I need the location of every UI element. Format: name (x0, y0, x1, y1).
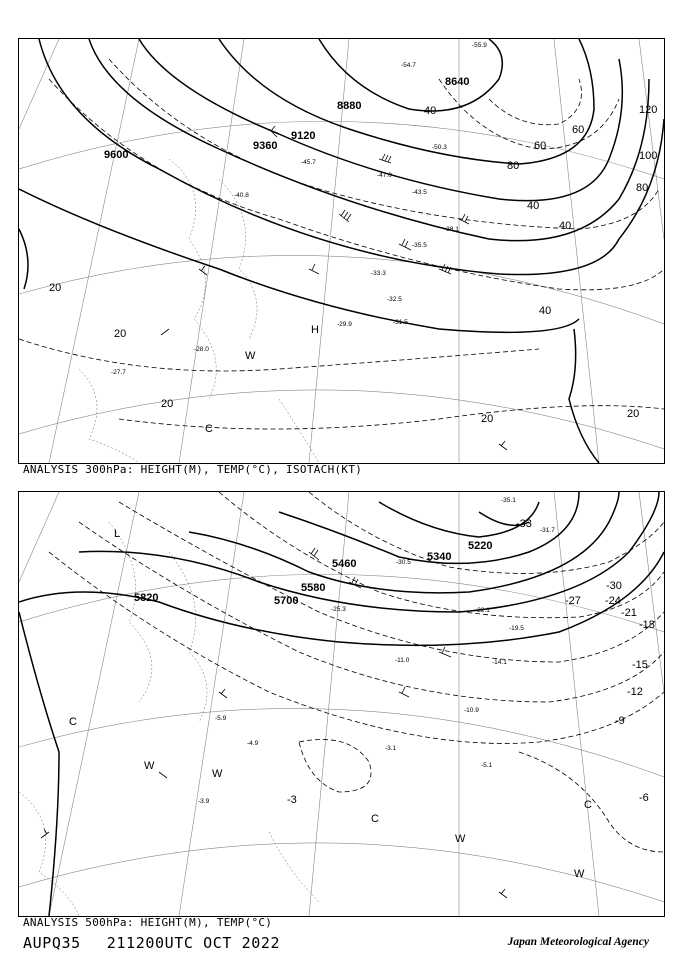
station-temps-500 (198, 497, 555, 805)
isotach-label: 60 (534, 140, 547, 152)
station-temp: -5.9 (215, 715, 227, 722)
isotach-label: 40 (559, 220, 572, 232)
agency-credit: Japan Meteorological Agency (507, 936, 649, 948)
height-contours-500 (19, 492, 664, 916)
isotherm-label: -27 (565, 595, 581, 607)
isotach-label: 80 (507, 160, 520, 172)
station-temp: -31.5 (393, 319, 408, 326)
station-temp: -4.9 (247, 740, 259, 747)
low-center-marker: L (114, 528, 121, 540)
isotach-label: 40 (539, 305, 552, 317)
map-500hpa-drawing (19, 492, 664, 916)
station-temp: -35.5 (412, 242, 427, 249)
isotherm-label: -18 (639, 619, 655, 631)
station-temps-300 (111, 42, 487, 376)
station-temp: -5.1 (481, 762, 493, 769)
height-label: 5700 (274, 595, 299, 607)
height-label: 5460 (332, 558, 357, 570)
height-label: 9360 (253, 140, 278, 152)
height-label: 5580 (301, 582, 326, 594)
cold-center-marker: C (205, 423, 213, 435)
wind-barbs-300 (161, 126, 507, 450)
station-temp: -19.5 (509, 625, 524, 632)
height-label: 8880 (337, 100, 362, 112)
caption-500hpa: ANALYSIS 500hPa: HEIGHT(M), TEMP(°C) (23, 916, 273, 929)
station-temp: -3.9 (198, 798, 210, 805)
isotach-label: 80 (636, 182, 649, 194)
station-temp: -35.1 (501, 497, 516, 504)
station-temp: -55.9 (472, 42, 487, 49)
station-temp: -25.3 (331, 606, 346, 613)
isotach-label: 40 (424, 105, 437, 117)
isotach-label: 20 (161, 398, 174, 410)
bulletin-id: AUPQ35 (23, 934, 81, 952)
station-temp: -22.1 (475, 607, 490, 614)
isotach-label: 60 (572, 124, 585, 136)
height-label: 5820 (134, 592, 159, 604)
centers-300 (205, 324, 319, 435)
isotach-label: 20 (114, 328, 127, 340)
height-label: 9600 (104, 149, 129, 161)
valid-time: 211200UTC OCT 2022 (106, 934, 281, 952)
warm-center-marker: W (212, 768, 223, 780)
isotherm-label: -30 (606, 580, 622, 592)
bulletin-header (23, 934, 280, 952)
coastline-300 (79, 159, 319, 463)
warm-center-marker: W (144, 760, 155, 772)
station-temp: -43.5 (412, 189, 427, 196)
station-temp: -38.1 (444, 226, 459, 233)
isotherms-500 (49, 492, 664, 852)
station-temp: -32.5 (387, 296, 402, 303)
cold-center-marker: C (371, 813, 379, 825)
isotherm-label: -21 (621, 607, 637, 619)
height-label: 5340 (427, 551, 452, 563)
isotherm-label: -15 (632, 659, 648, 671)
cold-center-marker: C (584, 799, 592, 811)
station-temp: -28.0 (194, 346, 209, 353)
cold-center-marker: C (69, 716, 77, 728)
station-temp: -47.0 (377, 172, 392, 179)
station-temp: -33.3 (371, 270, 386, 277)
isotherm-label: -24 (605, 595, 621, 607)
upper-air-500hpa-map (18, 491, 665, 917)
isotach-label: 100 (639, 150, 658, 162)
station-temp: -30.5 (396, 559, 411, 566)
high-center-marker: H (311, 324, 319, 336)
warm-center-marker: W (574, 868, 585, 880)
centers-500 (69, 528, 592, 880)
isotherm-label: -3 (287, 794, 297, 806)
isotherm-label: -12 (627, 686, 643, 698)
station-temp: -14.1 (492, 659, 507, 666)
station-temp: -31.7 (540, 527, 555, 534)
height-label: 5220 (468, 540, 493, 552)
isotach-label: 20 (481, 413, 494, 425)
map-300hpa-drawing (19, 39, 664, 463)
station-temp: -11.0 (395, 657, 410, 664)
caption-300hpa: ANALYSIS 300hPa: HEIGHT(M), TEMP(°C), ISOTACH(KT) (23, 463, 363, 476)
station-temp: -29.9 (337, 321, 352, 328)
height-label: 9120 (291, 130, 316, 142)
isotherm-label: -6 (639, 792, 649, 804)
isotach-label: 40 (527, 200, 540, 212)
station-temp: -3.1 (385, 745, 397, 752)
isotach-label: 20 (49, 282, 62, 294)
station-temp: -50.3 (432, 144, 447, 151)
graticule-500 (19, 492, 664, 916)
coastline-500 (19, 522, 319, 916)
isotherm-label: -9 (615, 715, 625, 727)
station-temp: -40.8 (234, 192, 249, 199)
station-temp: -10.9 (464, 707, 479, 714)
isotherm-label: -33 (516, 518, 532, 530)
isotach-label: 120 (639, 104, 658, 116)
warm-center-marker: W (245, 350, 256, 362)
station-temp: -54.7 (401, 62, 416, 69)
warm-center-marker: W (455, 833, 466, 845)
height-label: 8640 (445, 76, 470, 88)
isotach-label: 20 (627, 408, 640, 420)
station-temp: -27.7 (111, 369, 126, 376)
station-temp: -45.7 (301, 159, 316, 166)
upper-air-300hpa-map (18, 38, 665, 464)
